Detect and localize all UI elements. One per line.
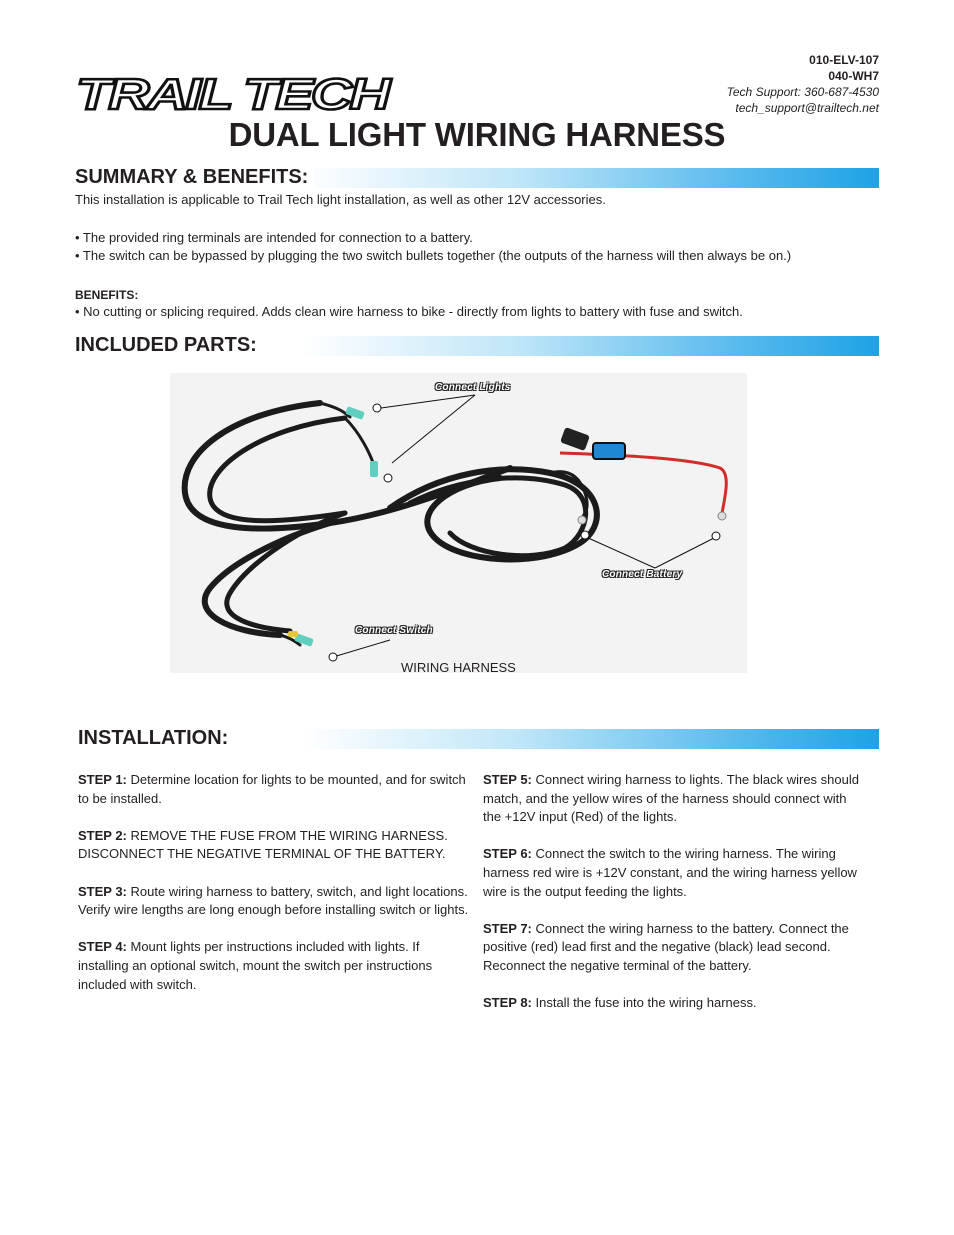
part-number-2: 040-WH7 <box>828 69 879 83</box>
callout-connect-switch: Connect Switch <box>355 625 433 636</box>
parts-header <box>75 336 879 356</box>
installation-header <box>78 729 879 749</box>
document-info <box>727 52 879 116</box>
step-label: STEP 8: <box>483 995 532 1011</box>
step-text: Route wiring harness to battery, switch, and light locations. Verify wire lengths are long enough before installing switch or lights. <box>78 883 469 918</box>
step-text: Determine location for lights to be mounted, and for switch to be installed. <box>78 772 466 806</box>
benefits-label: BENEFITS: <box>75 288 139 302</box>
step-8 <box>483 994 859 1013</box>
step-5 <box>483 771 859 827</box>
step-2 <box>78 827 470 864</box>
step-7 <box>483 920 859 976</box>
step-label: STEP 3: <box>78 883 127 899</box>
summary-heading: SUMMARY & BENEFITS: <box>75 166 314 188</box>
summary-bullet-2: • The switch can be bypassed by plugging the two switch bullets together (the outputs of the harness will then always be on.) <box>75 248 792 263</box>
wiring-harness-photo <box>170 373 747 673</box>
installation-heading: INSTALLATION: <box>78 727 234 749</box>
tech-support-phone: Tech Support: 360-687-4530 <box>726 85 879 99</box>
step-1 <box>78 771 470 808</box>
installation-right-column <box>483 771 859 1031</box>
step-text: Install the fuse into the wiring harness. <box>531 995 757 1011</box>
step-label: STEP 7: <box>483 920 532 936</box>
step-text: Connect the switch to the wiring harness. The wiring harness red wire is +12V constant, and the wiring harness yellow wire is the output feeding the lights. <box>483 846 857 899</box>
step-label: STEP 5: <box>483 772 532 787</box>
svg-text:TRAIL TECH: TRAIL TECH <box>76 72 393 116</box>
benefits-text: • No cutting or splicing required. Adds clean wire harness to bike - directly from lights to battery with fuse and switch. <box>75 304 743 319</box>
step-4 <box>78 938 470 994</box>
step-3 <box>78 883 470 920</box>
harness-illustration <box>170 373 747 673</box>
parts-heading: INCLUDED PARTS: <box>75 334 263 356</box>
callout-connect-battery: Connect Battery <box>602 569 683 580</box>
step-label: STEP 6: <box>483 846 532 862</box>
summary-bullet-1: • The provided ring terminals are intended for connection to a battery. <box>75 230 473 245</box>
summary-intro: This installation is applicable to Trail Tech light installation, as well as other 12V accessories. <box>75 192 606 207</box>
step-6 <box>483 845 859 901</box>
page-title: DUAL LIGHT WIRING HARNESS <box>228 116 726 153</box>
part-number-1: 010-ELV-107 <box>809 53 879 67</box>
step-text: Mount lights per instructions included with lights. If installing an optional switch, mount the switch per instructions included with switch. <box>78 939 433 992</box>
trail-tech-logo <box>72 72 394 116</box>
step-text: Connect the wiring harness to the battery. Connect the positive (red) lead first and the negative (black) lead second. Reconnect the negative terminal of the battery. <box>483 920 849 973</box>
summary-header <box>75 168 879 188</box>
step-text: REMOVE THE FUSE FROM THE WIRING HARNESS. DISCONNECT THE NEGATIVE TERMINAL OF THE BATTERY. <box>78 827 448 862</box>
photo-caption: WIRING HARNESS <box>401 660 516 675</box>
step-label: STEP 1: <box>78 772 127 787</box>
step-label: STEP 2: <box>78 827 127 843</box>
tech-support-email[interactable]: tech_support@trailtech.net <box>735 101 879 115</box>
step-text: Connect wiring harness to lights. The black wires should match, and the yellow wires of the harness should connect with the +12V input (Red) of the lights. <box>483 772 859 825</box>
step-label: STEP 4: <box>78 939 127 955</box>
callout-connect-lights: Connect Lights <box>435 382 511 393</box>
installation-left-column <box>78 771 470 1013</box>
